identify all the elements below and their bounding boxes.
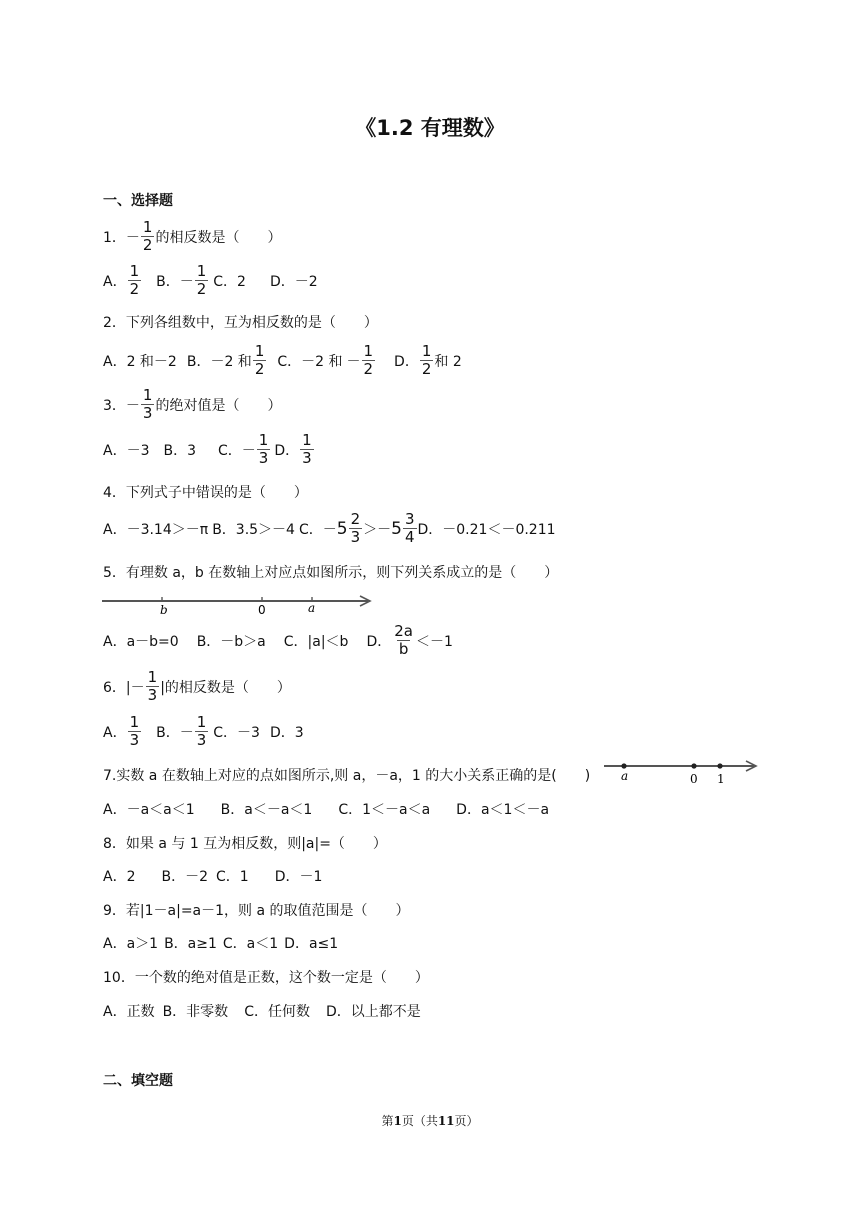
option-c[interactable]: C．－3: [213, 724, 260, 741]
axis-label-a: a: [621, 769, 629, 783]
question-text: 的绝对值是（ ）: [155, 397, 282, 414]
fraction-one-third: $\frac{1}{3}$: [258, 431, 269, 467]
number-line-q5: [100, 590, 380, 618]
option-c[interactable]: C．－2 和: [277, 353, 343, 370]
page-title: 《1.2 有理数》: [355, 116, 505, 140]
options-4: [103, 512, 556, 545]
option-b[interactable]: B．3: [163, 442, 196, 459]
option-b[interactable]: B．3.5＞－4: [212, 521, 295, 538]
option-a[interactable]: A．a－b=0: [103, 633, 179, 650]
option-a[interactable]: A．: [103, 273, 127, 290]
minus-sign: －: [125, 229, 140, 246]
minus-sign: －: [179, 724, 194, 741]
question-5: 5．有理数 a，b 在数轴上对应点如图所示，则下列关系成立的是（ ）: [103, 565, 559, 581]
option-b[interactable]: B．a≥1: [164, 936, 217, 952]
option-c[interactable]: C．任何数: [244, 1004, 310, 1020]
fraction-one-third: $\frac{1}{3}$: [142, 386, 153, 422]
option-b[interactable]: B．非零数: [162, 1004, 229, 1020]
option-d[interactable]: D．a＜1＜－a: [456, 802, 550, 818]
option-c[interactable]: C．1＜－a＜a: [338, 802, 431, 818]
fraction-one-third: $\frac{1}{3}$: [196, 713, 207, 749]
option-a[interactable]: A．a＞1: [103, 936, 159, 952]
option-d[interactable]: D．－1: [274, 869, 323, 885]
option-d[interactable]: D．－0.21＜－0.211: [417, 521, 556, 538]
option-a[interactable]: A．2 和－2: [103, 353, 177, 370]
option-a[interactable]: A．－3: [103, 442, 150, 459]
fraction-one-third: $\frac{1}{3}$: [302, 431, 312, 467]
axis-label-a: a: [308, 601, 316, 615]
mixed-number-five-three-quarters: 5 $\frac{3}{4}$: [391, 510, 415, 546]
footer-prefix: 第: [381, 1114, 394, 1128]
section-heading-choice: 一、选择题: [103, 193, 173, 209]
options-10: [103, 1001, 421, 1021]
option-c[interactable]: C．1: [216, 869, 249, 885]
question-2: 2．下列各组数中，互为相反数的是（ ）: [103, 315, 378, 331]
point-one: [717, 763, 722, 768]
fraction-one-third: $\frac{1}{3}$: [129, 713, 140, 749]
question-10: 10．一个数的绝对值是正数，这个数一定是（ ）: [103, 970, 429, 986]
section-heading-fill: 二、填空题: [103, 1073, 173, 1089]
question-text: 的相反数是（ ）: [155, 229, 282, 246]
options-6: [103, 715, 304, 748]
question-number: 3．: [103, 397, 126, 414]
axis-label-one: 1: [717, 772, 725, 786]
fraction-one-half: $\frac{1}{2}$: [129, 262, 140, 298]
footer-mid: 页（共: [401, 1114, 438, 1128]
fraction-one-half: $\frac{1}{2}$: [421, 342, 432, 378]
option-d-text: 和 2: [434, 353, 462, 370]
option-c[interactable]: C．2: [213, 273, 246, 290]
minus-sign: －: [346, 353, 361, 370]
question-6: [103, 670, 291, 703]
minus-sign: －: [179, 273, 194, 290]
axis-label-b: b: [160, 603, 168, 617]
option-d[interactable]: D．－2: [269, 273, 318, 290]
fraction-one-third: $\frac{1}{3}$: [147, 668, 158, 704]
footer-total-pages: 11: [437, 1114, 455, 1128]
options-2: [103, 344, 462, 377]
options-1: [103, 264, 318, 297]
option-d[interactable]: D．: [274, 442, 300, 459]
option-d[interactable]: D．: [366, 633, 392, 650]
option-d[interactable]: D．3: [269, 724, 304, 741]
option-d[interactable]: D．以上都不是: [325, 1004, 421, 1020]
point-a: [621, 763, 626, 768]
comparison-sign: ＞－: [363, 521, 392, 538]
minus-sign: －: [125, 397, 140, 414]
number-line-q7: [602, 758, 762, 786]
footer-page-number: 1: [393, 1114, 402, 1128]
option-b[interactable]: B．－2 和: [186, 353, 252, 370]
fraction-one-half: $\frac{1}{2}$: [196, 262, 207, 298]
question-number: 6．: [103, 679, 126, 696]
option-b[interactable]: B．－b＞a: [196, 633, 266, 650]
options-3: [103, 433, 315, 466]
question-number: 1．: [103, 229, 126, 246]
option-a[interactable]: A．－3.14＞－π: [103, 521, 209, 538]
option-d-text: ＜－1: [415, 633, 453, 650]
page-footer: [0, 1112, 860, 1129]
option-b[interactable]: B．: [156, 273, 180, 290]
option-c[interactable]: C．a＜1: [222, 936, 279, 952]
question-4: 4．下列式子中错误的是（ ）: [103, 485, 308, 501]
footer-suffix: 页）: [454, 1114, 479, 1128]
question-9: 9．若|1－a|=a－1，则 a 的取值范围是（ ）: [103, 903, 410, 919]
fraction-one-half: $\frac{1}{2}$: [254, 342, 265, 378]
question-3: [103, 388, 281, 421]
option-c[interactable]: C．: [218, 442, 242, 459]
options-8: [103, 866, 322, 886]
options-7: [103, 799, 549, 819]
option-b[interactable]: B．－2: [161, 869, 208, 885]
mixed-number-five-two-thirds: 5 $\frac{2}{3}$: [336, 510, 361, 546]
option-b[interactable]: B．a＜－a＜1: [220, 802, 313, 818]
option-c[interactable]: C．－: [298, 521, 337, 538]
fraction-two-a-over-b: $\frac{2a}{b}$: [394, 622, 413, 658]
option-d[interactable]: D．a≤1: [284, 936, 339, 952]
question-7: 7.实数 a 在数轴上对应的点如图所示,则 a，－a，1 的大小关系正确的是( ): [103, 768, 591, 784]
point-zero: [691, 763, 696, 768]
options-5: [103, 624, 453, 657]
minus-sign: －: [241, 442, 256, 459]
option-a[interactable]: A．2: [103, 869, 136, 885]
axis-label-zero: 0: [258, 603, 266, 617]
option-c[interactable]: C．|a|＜b: [283, 633, 349, 650]
options-9: [103, 933, 338, 953]
option-a[interactable]: A．－a＜a＜1: [103, 802, 195, 818]
axis-label-zero: 0: [690, 772, 698, 786]
option-a[interactable]: A．正数: [103, 1004, 155, 1020]
option-d[interactable]: D．: [394, 353, 419, 370]
option-a[interactable]: A．: [103, 724, 127, 741]
fraction-one-half: $\frac{1}{2}$: [363, 342, 374, 378]
absolute-bar-open: |－: [125, 679, 145, 696]
option-b[interactable]: B．: [156, 724, 180, 741]
question-8: 8．如果 a 与 1 互为相反数，则|a|=（ ）: [103, 836, 387, 852]
question-text: |的相反数是（ ）: [160, 679, 291, 696]
question-1: [103, 220, 281, 253]
fraction-one-half: $\frac{1}{2}$: [142, 218, 153, 254]
